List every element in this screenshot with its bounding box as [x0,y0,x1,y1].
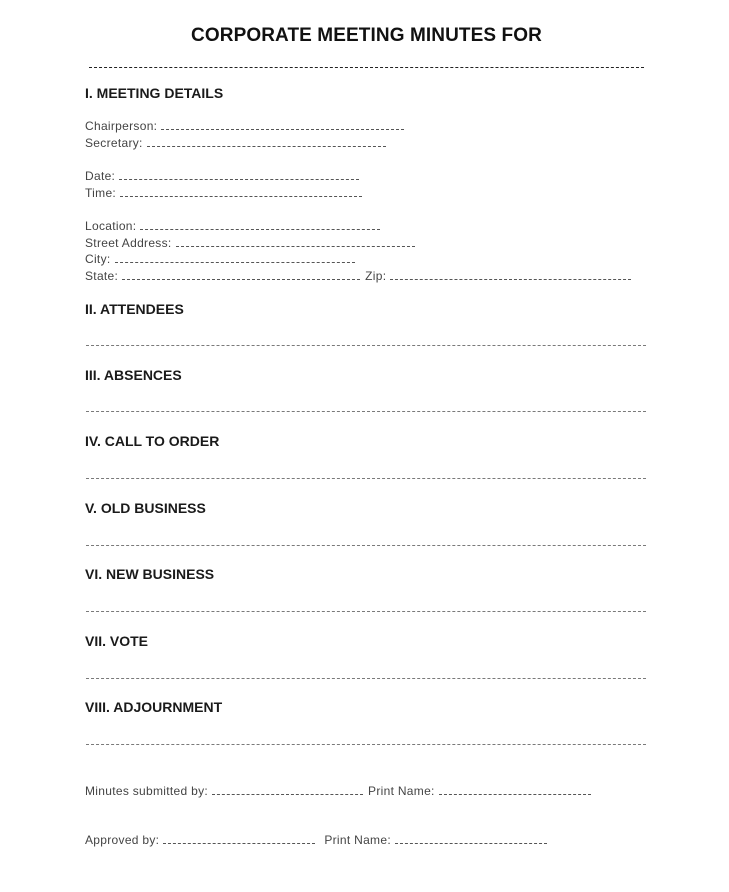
chairperson-blank[interactable] [161,120,404,130]
zip-label: Zip: [365,269,387,283]
approved-by-blank[interactable] [163,834,315,844]
attendees-blank-line[interactable] [86,344,646,346]
city-label: City: [85,252,111,266]
approved-print-name-label: Print Name: [324,833,391,847]
chairperson-field [85,119,404,133]
title-blank-field[interactable] [89,58,644,68]
location-blank[interactable] [140,220,380,230]
state-zip-row [85,269,631,283]
section-heading-attendees: II. ATTENDEES [85,301,184,317]
time-label: Time: [85,186,117,200]
secretary-blank[interactable] [147,137,386,147]
approved-by-row [85,833,547,847]
city-blank[interactable] [115,253,355,263]
state-blank[interactable] [122,270,360,280]
submitted-by-blank[interactable] [212,785,363,795]
submitted-print-name-label: Print Name: [368,784,435,798]
old-business-blank-line[interactable] [86,544,646,546]
section-heading-adjournment: VIII. ADJOURNMENT [85,699,223,715]
call-to-order-blank-line[interactable] [86,477,646,479]
time-field [85,186,362,200]
date-blank[interactable] [119,170,359,180]
section-heading-old-business: V. OLD BUSINESS [85,500,206,516]
absences-blank-line[interactable] [86,410,646,412]
submitted-by-label: Minutes submitted by: [85,784,209,798]
approved-by-label: Approved by: [85,833,160,847]
street-address-field [85,236,415,250]
street-address-blank[interactable] [176,237,415,247]
secretary-label: Secretary: [85,136,143,150]
submitted-print-name-blank[interactable] [439,785,591,795]
section-heading-absences: III. ABSENCES [85,367,182,383]
street-address-label: Street Address: [85,236,172,250]
secretary-field [85,136,386,150]
approved-print-name-blank[interactable] [395,834,547,844]
date-field [85,169,359,183]
state-label: State: [85,269,119,283]
chairperson-label: Chairperson: [85,119,158,133]
section-heading-new-business: VI. NEW BUSINESS [85,566,215,582]
location-field [85,219,380,233]
new-business-blank-line[interactable] [86,610,646,612]
section-heading-vote: VII. VOTE [85,633,149,649]
document-title: CORPORATE MEETING MINUTES FOR [191,25,542,46]
adjournment-blank-line[interactable] [86,743,646,745]
vote-blank-line[interactable] [86,677,646,679]
submitted-by-row [85,784,591,798]
time-blank[interactable] [120,187,362,197]
city-field [85,252,355,266]
date-label: Date: [85,169,116,183]
section-heading-call-to-order: IV. CALL TO ORDER [85,433,220,449]
zip-blank[interactable] [390,270,631,280]
location-label: Location: [85,219,137,233]
section-heading-meeting-details: I. MEETING DETAILS [85,85,224,101]
